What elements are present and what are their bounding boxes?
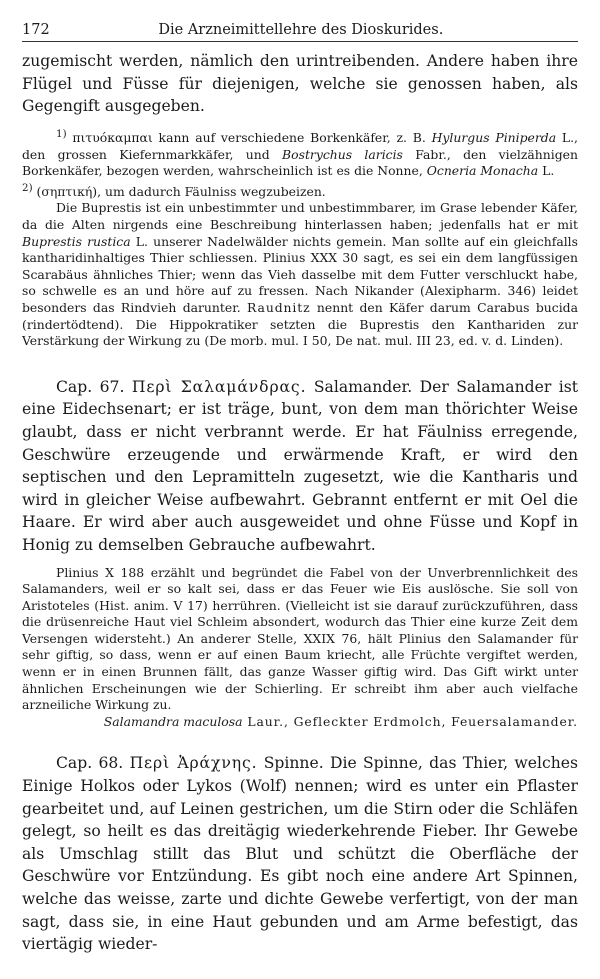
cap67-label: Cap. 67. <box>56 377 125 396</box>
footnote-1: $^{1)}$ πιτυόκαμπαι kann auf verschiedene Borkenkäfer, z. B. Hylurgus Piniperda L., den grossen Kiefernmarkkäfer, und Bostrychus laricis Fabr., den vielzähnigen Borkenkäfer, bezogen werden, wahrscheinlich ist es die Nonne, Ocneria Monacha L. <box>22 127 578 179</box>
cap68-greek-title: Περὶ Ἀράχνης. <box>129 754 258 773</box>
cap67-greek-title: Περὶ Σαλαμάνδρας. <box>131 377 307 396</box>
intro-paragraph: zugemischt werden, nämlich den urintreibenden. Andere haben ihre Flügel und Füsse für diejenigen, welche sie genossen haben, als Gegengift ausgegeben. <box>22 52 578 116</box>
running-title: Die Arzneimittellehre des Dioskurides. <box>158 22 444 38</box>
cap67-note: Plinius X 188 erzählt und begründet die Fabel von der Unverbrennlichkeit des Salamanders, weil er so kalt sei, dass er das Feuer wie Eis auslösche. Sie soll von Aristoteles (Hist. anim. V 17) herrühren. (Vielleicht ist sie darauf zurückzuführen, dass die drüsenreiche Haut viel Schleim absondert, wodurch das Thier eine kurze Zeit dem Versengen widersteht.) An anderer Stelle, XXIX 76, hält Plinius den Salamander für sehr giftig, so dass, wenn er auf einen Baum kriecht, alle Früchte vergiftet werden, wenn er in einen Brunnen fällt, das ganze Wasser giftig wird. Das Gift wirkt unter ähnlichen Erscheinungen wie der Schierling. Er schreibt ihm aber auch vielfache arzneiliche Wirkung zu. <box>22 564 578 713</box>
page-number: 172 <box>22 22 50 38</box>
footnote-1-marker: 1) <box>56 127 67 140</box>
book-page <box>22 22 578 956</box>
cap67-species: Salamandra maculosa Laur., Gefleckter Erdmolch, Feuersalamander. <box>103 713 578 729</box>
cap68-text: Spinne. Die Spinne, das Thier, welches Einige Holkos oder Lykos (Wolf) nennen; wird es unter ein Pflaster gearbeitet und, auf Leinen gestrichen, um die Stirn oder die Schläfen gelegt, so heilt es das dreitägig wiederkehrende Fieber. Ihr Gewebe als Umschlag stillt das Blut und schützt die Oberfläche der Geschwüre vor Entzündung. Es gibt noch eine andere Art Spinnen, welche das weisse, zarte und dichte Gewebe verfertigt, von der man sagt, dass sie, in eine Haut gebunden und am Arme befestigt, das viertägig wieder- <box>22 754 578 954</box>
cap68-paragraph <box>22 752 578 955</box>
footnote-2-marker: 2) <box>22 181 33 194</box>
cap68-label: Cap. 68. <box>56 754 124 773</box>
running-header <box>22 22 578 42</box>
buprestis-note: Die Buprestis ist ein unbestimmter und unbestimmbarer, im Grase lebender Käfer, da die Alten nirgends eine Beschreibung hinterlassen haben; jedenfalls hat er mit Buprestis rustica L. unserer Nadelwälder nichts gemein. Man sollte auf ein gleichfalls kantharidinhaltiges Thier schliessen. Plinius XXX 30 sagt, es sei ein dem langfüssigen Scarabäus ähnliches Thier; wenn das Vieh dasselbe mit dem Futter verschluckt habe, so schwelle es an und höre auf zu fressen. Nach Nikander (Alexipharm. 346) leidet besonders das Rindvieh darunter. Raudnitz nennt den Käfer darum Carabus bucida (rindertödtend). Die Hippokratiker setzten die Buprestis den Kanthariden zur Verstärkung der Wirkung zu (De morb. mul. I 50, De nat. mul. III 23, ed. v. d. Linden). <box>22 200 579 349</box>
cap67-text: Salamander. Der Salamander ist eine Eidechsenart; er ist träge, bunt, von dem man thörichter Weise glaubt, dass er nicht verbrannt werde. Er hat Fäulniss erregende, Geschwüre erzeugende und erwärmende Kraft, er wird den septischen und den Lepramitteln zugesetzt, wie die Kantharis und wird in gleicher Weise aufbewahrt. Gebrannt entfernt er mit Oel die Haare. Er wird aber auch ausgeweidet und ohne Füsse und Kopf in Honig zu demselben Gebrauche aufbewahrt. <box>22 377 578 554</box>
cap67-paragraph <box>22 376 578 557</box>
footnote-2: $^{2)}$ (σηπτική), um dadurch Fäulniss wegzubeizen. <box>22 181 326 199</box>
author-name: Raudnitz <box>247 299 311 315</box>
